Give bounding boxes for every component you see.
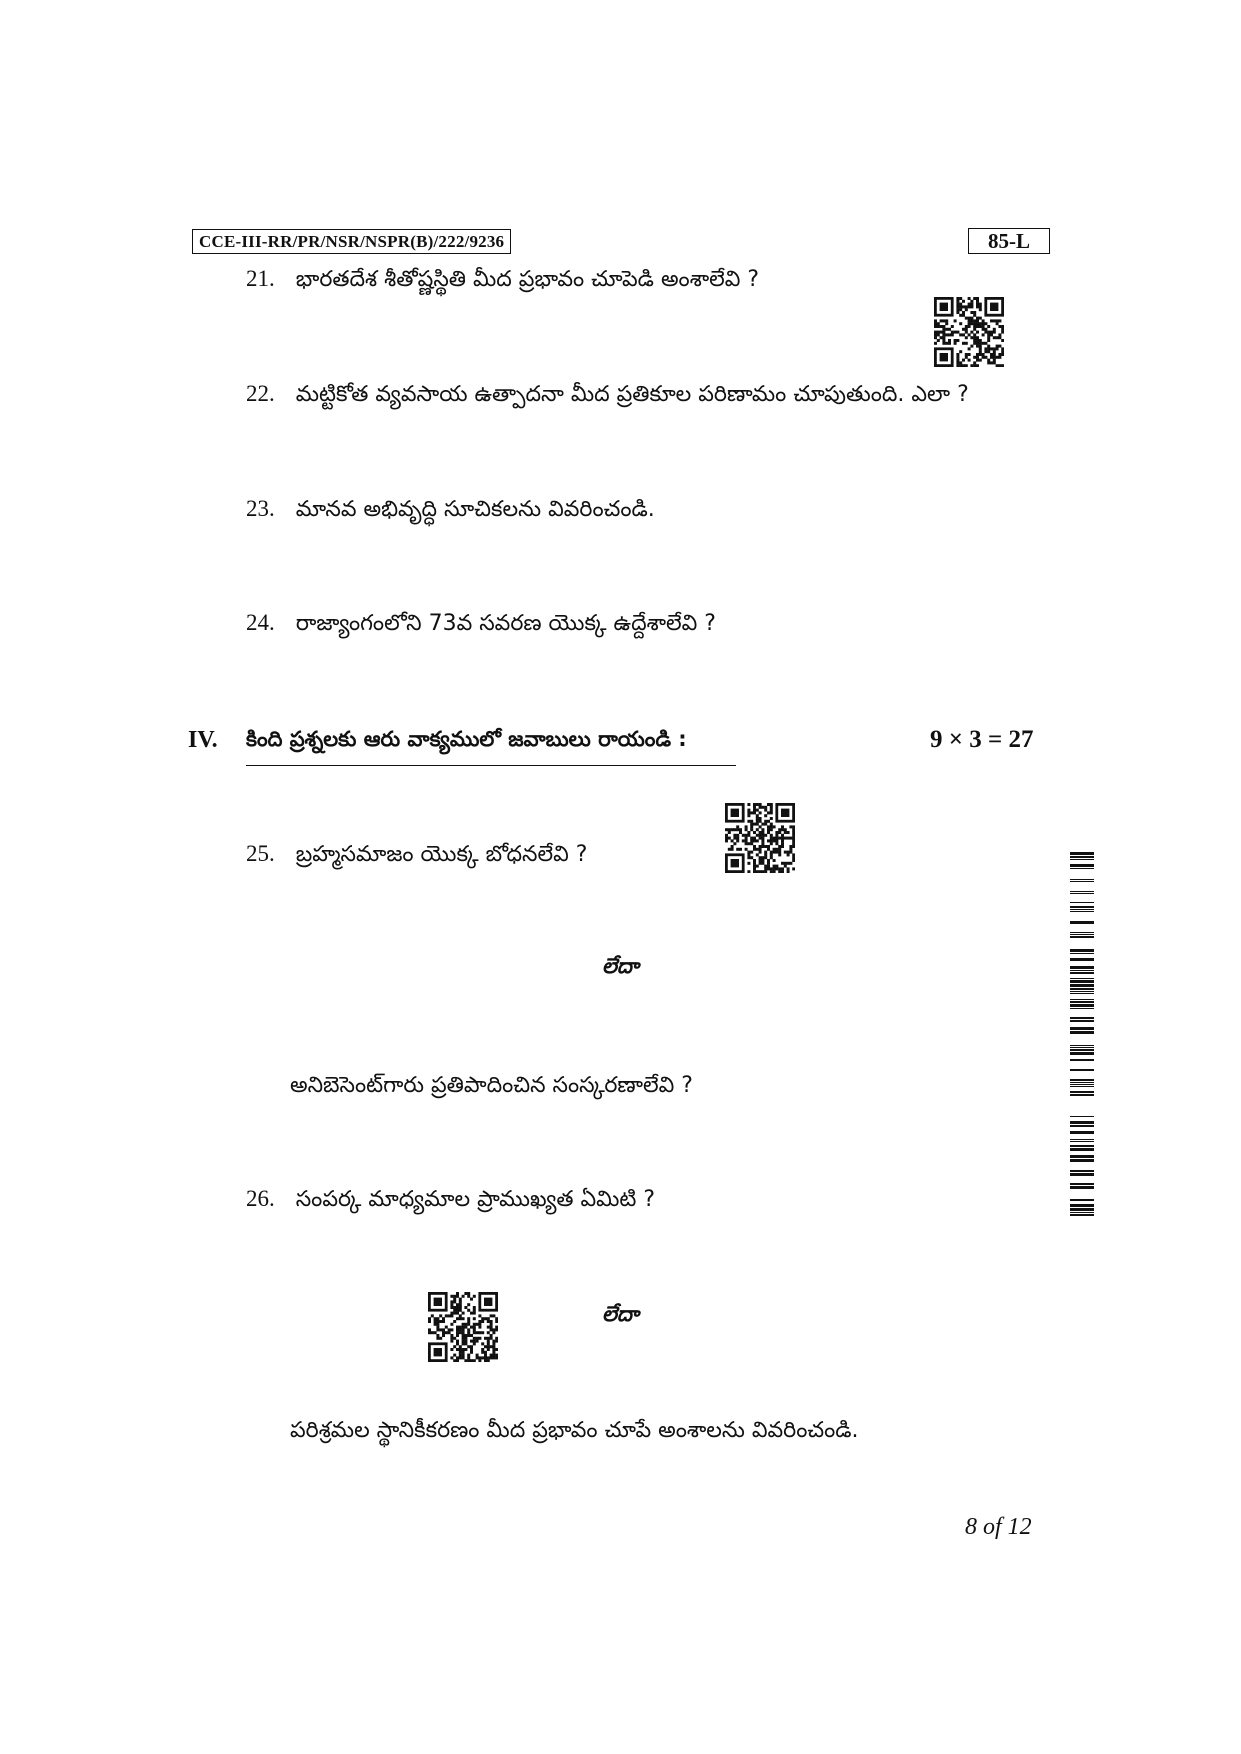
- qr-code-icon: [725, 803, 795, 873]
- qr-code-icon: [428, 1292, 498, 1362]
- question-25: [246, 841, 587, 872]
- question-26: [246, 1186, 655, 1217]
- question-number: 25.: [246, 841, 275, 866]
- question-text: భారతదేశ శీతోష్ణస్థితి మీద ప్రభావం చూపెడి అంశాలేవి ?: [295, 267, 760, 292]
- question-number: 22.: [246, 381, 275, 406]
- paper-code: CCE-III-RR/PR/NSR/NSPR(B)/222/9236: [192, 229, 511, 254]
- question-text: బ్రహ్మసమాజం యొక్క బోధనలేవి ?: [295, 842, 588, 867]
- question-26-alternate: పరిశ్రమల స్థానికీకరణం మీద ప్రభావం చూపే అంశాలను వివరించండి.: [290, 1418, 859, 1443]
- section-marks: 9 × 3 = 27: [930, 726, 1034, 753]
- question-number: 21.: [246, 266, 275, 291]
- or-separator: లేదా: [602, 1302, 639, 1326]
- question-text: రాజ్యాంగంలోని 73వ సవరణ యొక్క ఉద్దేశాలేవి ?: [295, 611, 716, 636]
- question-22: [246, 381, 969, 412]
- section-title: కింది ప్రశ్నలకు ఆరు వాక్యములో జవాబులు రాయండి :: [246, 727, 736, 766]
- qr-code-icon: [934, 297, 1004, 367]
- barcode-icon: [1070, 850, 1094, 1222]
- or-separator: లేదా: [602, 954, 639, 978]
- question-text: మానవ అభివృద్ధి సూచికలను వివరించండి.: [295, 497, 655, 522]
- question-text: మట్టికోత వ్యవసాయ ఉత్పాదనా మీద ప్రతికూల పరిణామం చూపుతుంది. ఎలా ?: [295, 382, 969, 407]
- paper-number-badge: 85-L: [968, 228, 1050, 254]
- question-23: [246, 496, 655, 527]
- question-24: [246, 610, 716, 641]
- section-label: IV.: [188, 727, 218, 753]
- question-number: 23.: [246, 496, 275, 521]
- page-number: 8 of 12: [965, 1514, 1032, 1540]
- question-25-alternate: అనిబెసెంట్‌గారు ప్రతిపాదించిన సంస్కరణాలేవి ?: [290, 1073, 693, 1098]
- question-number: 26.: [246, 1186, 275, 1211]
- question-text: సంపర్క మాధ్యమాల ప్రాముఖ్యత ఏమిటి ?: [295, 1187, 656, 1212]
- question-21: [246, 266, 759, 297]
- question-number: 24.: [246, 610, 275, 635]
